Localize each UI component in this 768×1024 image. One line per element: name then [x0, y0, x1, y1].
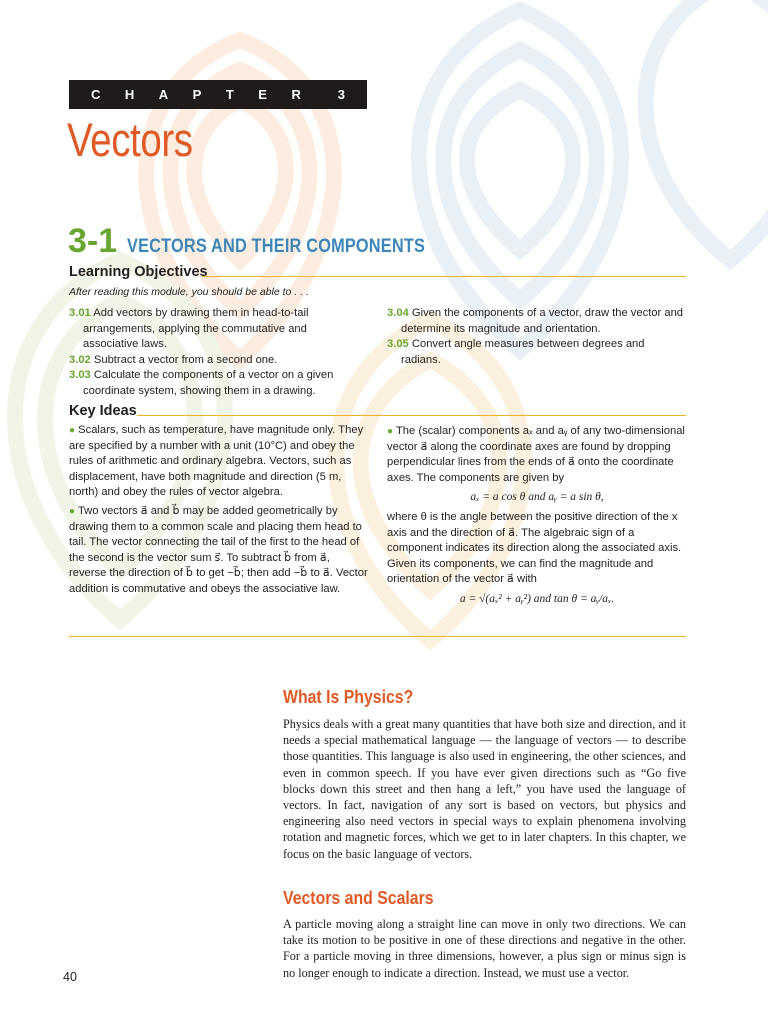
objective-item: 3.01 Add vectors by drawing them in head-to-tail arrangements, applying the commutative and associative laws.: [69, 307, 309, 351]
key-ideas-right-column: [387, 424, 687, 612]
objective-item: 3.05 Convert angle measures between degrees and radians.: [387, 338, 645, 366]
magnitude-equation: a = √(aₓ² + aᵧ²) and tan θ = aᵧ/aₓ.: [459, 592, 615, 605]
key-idea: ● Two vectors a⃗ and b⃗ may be added geometrically by drawing them to a common scale and placing them head to tail. The vector connecting the tail of the first to the head of the second is the vector sum s⃗. To subtract b⃗ from a⃗, reverse the direction of b⃗ to get −b⃗; then add −b⃗ to a⃗. Vector addition is commutative and obeys the associative law.: [69, 504, 368, 595]
bullet-icon: ●: [69, 425, 76, 436]
page-number: 40: [63, 970, 77, 984]
vectors-and-scalars-body: A particle moving along a straight line can move in only two directions. We can take its motion to be positive in one of these directions and negative in the other. For a particle moving in three dimensions, however, a plus sign or minus sign is no longer enough to indicate a direction. Instead, we must use a vector.: [283, 917, 686, 980]
objective-item: 3.02 Subtract a vector from a second one.: [69, 353, 278, 366]
vectors-and-scalars-heading: Vectors and Scalars: [283, 888, 434, 908]
objective-item: 3.03 Calculate the components of a vector on a given coordinate system, showing them in a drawing.: [69, 369, 334, 397]
key-ideas-rule: [137, 415, 686, 416]
learning-objectives-heading: Learning Objectives: [69, 264, 208, 280]
learning-objectives-intro: After reading this module, you should be able to . . .: [69, 286, 309, 298]
section-divider: [69, 636, 686, 637]
chapter-title: Vectors: [67, 113, 193, 166]
what-is-physics-heading: What Is Physics?: [283, 687, 414, 707]
module-number: 3-1: [68, 222, 118, 260]
key-idea-continued: where θ is the angle between the positive direction of the x axis and the direction of a⃗. The algebraic sign of a component indicates its direction along the associated axis. Given its components, we can find the magnitude and orientation of the vector a⃗ with: [387, 510, 682, 586]
key-idea: ● Scalars, such as temperature, have magnitude only. They are specified by a number with a unit (10°C) and obey the rules of arithmetic and ordinary algebra. Vectors, such as displacement, have both magnitude and direction (5 m, north) and obey the rules of vector algebra.: [69, 424, 364, 499]
chapter-label: CHAPTER: [91, 87, 326, 102]
chapter-bar: [69, 80, 367, 109]
objectives-left-column: [69, 306, 364, 400]
key-ideas-left-column: [69, 423, 369, 601]
what-is-physics-body: Physics deals with a great many quantities that have both size and direction, and it needs a special mathematical language — the language of vectors — to describe those quantities. This language is also used in engineering, the other sciences, and even in common speech. If you have ever given directions such as “Go five blocks down this street and then hang a left,” you have used the language of vectors. In fact, navigation of any sort is based on vectors, but physics and engineering also need vectors in special ways to explain phenomena involving rotation and magnetic forces, which we get to in later chapters. In this chapter, we focus on the basic language of vectors.: [283, 717, 686, 861]
chapter-number: 3: [337, 87, 345, 102]
component-equation: aₓ = a cos θ and aᵧ = a sin θ,: [470, 491, 604, 504]
bullet-icon: ●: [69, 505, 76, 517]
module-title: VECTORS AND THEIR COMPONENTS: [127, 236, 426, 257]
module-heading: [68, 222, 474, 261]
objectives-right-column: [387, 306, 687, 368]
bullet-icon: ●: [387, 426, 394, 437]
key-idea: ● The (scalar) components aₓ and aᵧ of any two-dimensional vector a⃗ along the coordinate axes are found by dropping perpendicular lines from the ends of a⃗ onto the coordinate axes. The components are given by: [387, 425, 685, 484]
key-ideas-heading: Key Ideas: [69, 403, 137, 419]
learning-objectives-rule: [202, 276, 686, 277]
objective-item: 3.04 Given the components of a vector, draw the vector and determine its magnitude and orientation.: [387, 307, 684, 335]
